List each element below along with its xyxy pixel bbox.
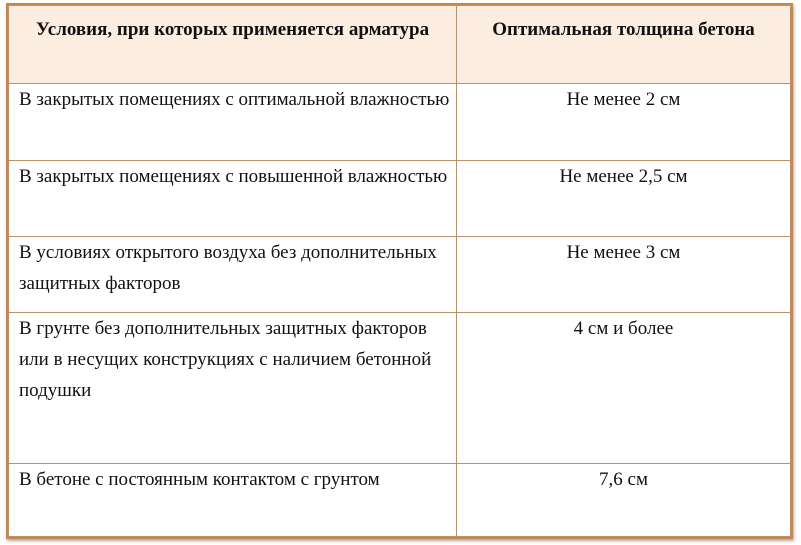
table-row — [9, 84, 791, 161]
table-row — [9, 161, 791, 237]
table-frame — [6, 3, 793, 539]
table-header-row — [9, 6, 791, 84]
header-thickness: Оптимальная толщина бетона — [457, 6, 791, 84]
thickness-cell: Не менее 2,5 см — [457, 161, 791, 237]
table-row — [9, 313, 791, 464]
table-row — [9, 237, 791, 313]
thickness-cell: 4 см и более — [457, 313, 791, 464]
thickness-cell: Не менее 2 см — [457, 84, 791, 161]
condition-cell: В грунте без дополнительных защитных факторов или в несущих конструкциях с наличием бетонной подушки — [9, 313, 457, 464]
condition-cell: В закрытых помещениях с повышенной влажностью — [9, 161, 457, 237]
header-condition: Условия, при которых применяется арматура — [9, 6, 457, 84]
thickness-cell: Не менее 3 см — [457, 237, 791, 313]
concrete-thickness-table — [8, 5, 791, 537]
condition-cell: В бетоне с постоянным контактом с грунтом — [9, 464, 457, 537]
table-row — [9, 464, 791, 537]
condition-cell: В условиях открытого воздуха без дополнительных защитных факторов — [9, 237, 457, 313]
condition-cell: В закрытых помещениях с оптимальной влажностью — [9, 84, 457, 161]
thickness-cell: 7,6 см — [457, 464, 791, 537]
